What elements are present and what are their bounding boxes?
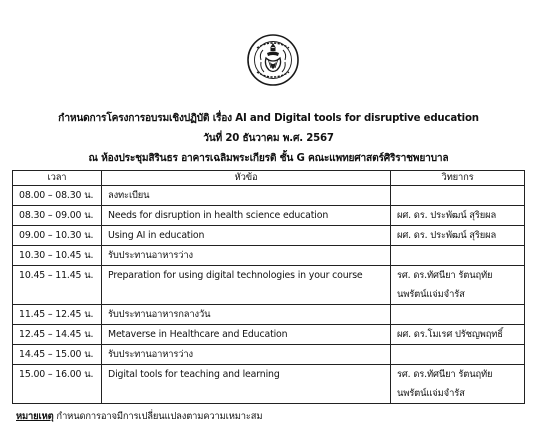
footnote (16, 409, 262, 424)
time-cell: 11.45 – 12.45 น. (13, 305, 102, 325)
topic-cell: Metaverse in Healthcare and Education (102, 325, 391, 345)
time-cell: 12.45 – 14.45 น. (13, 325, 102, 345)
speaker-cell (391, 345, 525, 365)
column-header-time: เวลา (13, 171, 102, 186)
event-date: วันที่ 20 ธันวาคม พ.ศ. 2567 (203, 133, 334, 144)
topic-cell: รับประทานอาหารว่าง (102, 345, 391, 365)
university-seal-icon (247, 34, 299, 86)
speaker-cell (391, 246, 525, 266)
topic-cell: Needs for disruption in health science education (102, 206, 391, 226)
column-header-topic: หัวข้อ (102, 171, 391, 186)
topic-cell: รับประทานอาหารว่าง (102, 246, 391, 266)
time-cell: 10.30 – 10.45 น. (13, 246, 102, 266)
topic-cell: รับประทานอาหารกลางวัน (102, 305, 391, 325)
speaker-cell: ผศ. ดร.โมเรศ ปรัชญพฤทธิ์ (391, 325, 525, 345)
note-label: หมายเหตุ (16, 411, 54, 422)
speaker-cell (391, 305, 525, 325)
topic-cell: Using AI in education (102, 226, 391, 246)
table-header-row (13, 171, 525, 186)
topic-cell: Preparation for using digital technologies in your course (102, 266, 391, 305)
note-text: กำหนดการอาจมีการเปลี่ยนแปลงตามความเหมาะสม (56, 411, 263, 422)
table-row (13, 325, 525, 345)
speaker-cell: รศ. ดร.ทัศนียา รัตนฤทัย นพรัตน์แจ่มจำรัส (391, 266, 525, 305)
speaker-cell: ผศ. ดร. ประพัฒน์ สุริยผล (391, 206, 525, 226)
topic-cell: Digital tools for teaching and learning (102, 365, 391, 404)
time-cell: 08.00 – 08.30 น. (13, 186, 102, 206)
table-row (13, 305, 525, 325)
table-row (13, 206, 525, 226)
table-row (13, 226, 525, 246)
speaker-cell: ผศ. ดร. ประพัฒน์ สุริยผล (391, 226, 525, 246)
table-row (13, 266, 525, 305)
time-cell: 08.30 – 09.00 น. (13, 206, 102, 226)
table-row (13, 186, 525, 206)
time-cell: 15.00 – 16.00 น. (13, 365, 102, 404)
time-cell: 14.45 – 15.00 น. (13, 345, 102, 365)
table-row (13, 345, 525, 365)
table-row (13, 246, 525, 266)
speaker-cell: รศ. ดร.ทัศนียา รัตนฤทัย นพรัตน์แจ่มจำรัส (391, 365, 525, 404)
time-cell: 09.00 – 10.30 น. (13, 226, 102, 246)
table-row (13, 365, 525, 404)
topic-cell: ลงทะเบียน (102, 186, 391, 206)
schedule-table (12, 170, 525, 404)
document-title: กำหนดการโครงการอบรมเชิงปฏิบัติ เรื่อง AI and Digital tools for disruptive education (58, 113, 479, 124)
speaker-cell (391, 186, 525, 206)
time-cell: 10.45 – 11.45 น. (13, 266, 102, 305)
column-header-speaker: วิทยากร (391, 171, 525, 186)
event-venue: ณ ห้องประชุมสิรินธร อาคารเฉลิมพระเกียรติ ชั้น G คณะแพทยศาสตร์ศิริราชพยาบาล (88, 153, 449, 164)
